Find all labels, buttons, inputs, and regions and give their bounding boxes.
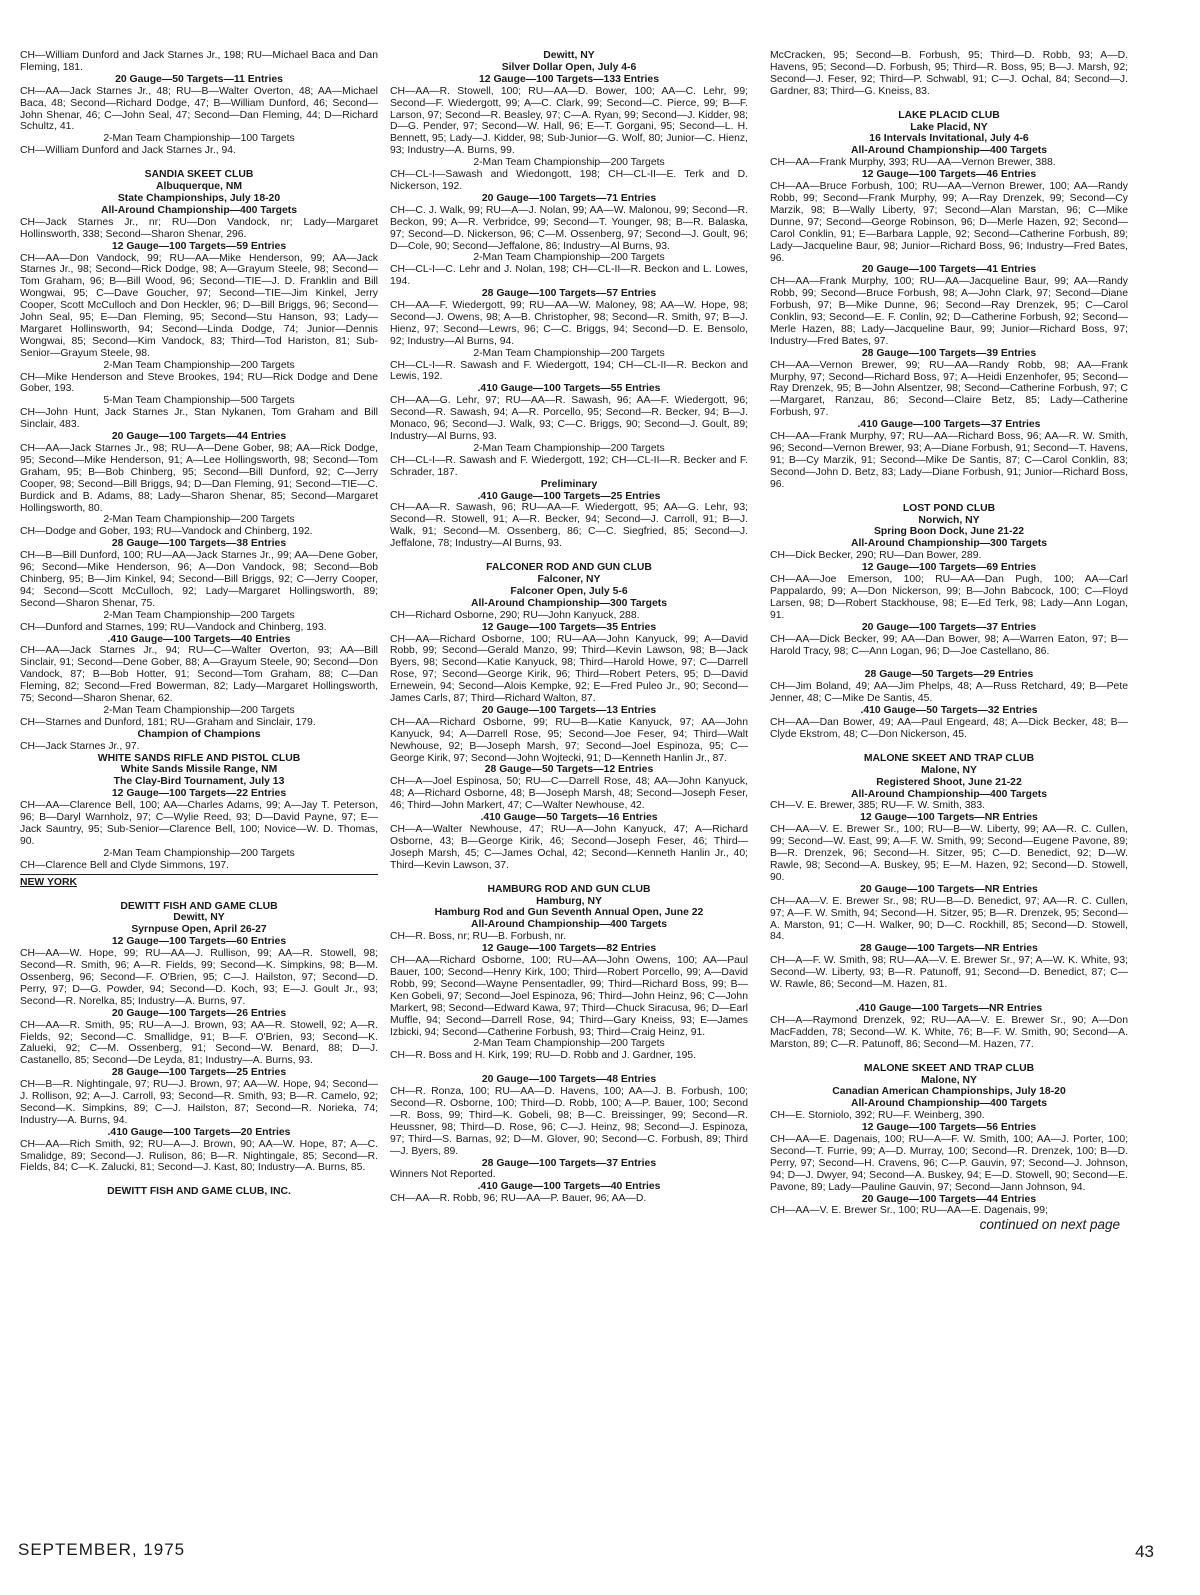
results-paragraph: CH—Jim Boland, 49; AA—Jim Phelps, 48; A—Russ Retchard, 49; B—Pete Jenner, 48; C—Mike De Santis, 45. [770, 681, 1128, 705]
event-heading: Dewitt, NY [173, 912, 225, 924]
results-paragraph: CH—AA—Jack Starnes Jr., 94; RU—C—Walter Overton, 93; AA—Bill Sinclair, 91; Second—Dene Gober, 88; A—Grayum Steele, 90; Second—Don Vandock, 87; B—Bob Hotter, 91; Second—Tom Graham, 88; C—Dan Fleming, 82; Second—Fred Bowerman, 82; Lady—Margaret Hollingsworth, 75; Second—Sharon Shenar, 62. [20, 645, 378, 705]
event-heading: FALCONER ROD AND GUN CLUB [486, 562, 652, 574]
results-paragraph: CH—AA—V. E. Brewer Sr., 100; RU—AA—E. Dagenais, 99; [770, 1205, 1048, 1217]
results-paragraph: CH—AA—V. E. Brewer Sr., 98; RU—B—D. Benedict, 97; AA—R. C. Cullen, 97; A—F. W. Smith, 94; Second—H. Sitzer, 95; B—R. Drenzek, 95; Second—A. Marston, 91; C—H. Walker, 90; D—C. Rockhill, 85; Second—D. Stowell, 84. [770, 895, 1128, 943]
event-heading: White Sands Missile Range, NM [120, 764, 278, 776]
column-left [20, 50, 378, 1198]
event-heading: 12 Gauge—100 Targets—46 Entries [861, 169, 1037, 181]
event-heading: Norwich, NY [918, 514, 980, 526]
results-paragraph: CH—AA—Jack Starnes Jr., 98; RU—A—Dene Gober, 98; AA—Rick Dodge, 95; Second—Mike Henderson, 91; A—Lee Hollingsworth, 98; Second—Tom Graham, 95; B—Bob Chinberg, 95; Second—Bill Dunford, 92; C—Jerry Cooper, 98; Second—Bill Briggs, 94; D—Dan Fleming, 91; Second—TIE—C. Burdick and B. Adams, 88; Lady—Sharon Shenar, 85; Second—Margaret Hollingsworth, 80. [20, 443, 378, 514]
results-paragraph: Winners Not Reported. [390, 1169, 496, 1181]
event-heading: .410 Gauge—100 Targets—20 Entries [107, 1126, 291, 1138]
event-heading: 20 Gauge—100 Targets—44 Entries [861, 1193, 1037, 1205]
results-paragraph: CH—A—Joel Espinosa, 50; RU—C—Darrell Rose, 48; AA—John Kanyuck, 48; A—Richard Osborne, 48; B—Joseph Marsh, 48; Second—Joseph Feser, 46; Third—John Markert, 47; C—Walter Newhouse, 42. [390, 776, 748, 812]
results-paragraph: CH—Jack Starnes Jr., nr; RU—Don Vandock, nr; Lady—Margaret Hollinsworth, 338; Second—Sharon Shenar, 296. [20, 216, 378, 240]
results-paragraph: CH—AA—Joe Emerson, 100; RU—AA—Dan Pugh, 100; AA—Carl Pappalardo, 99; A—Don Nickerson, 99; B—John Babcock, 100; C—Floyd Larsen, 98; D—Robert Stackhouse, 98; E—Ed Terk, 98; Lady—Ann Logan, 91. [770, 574, 1128, 621]
event-heading: Albuquerque, NM [155, 181, 242, 193]
event-heading: 12 Gauge—100 Targets—60 Entries [111, 936, 287, 948]
event-heading: .410 Gauge—100 Targets—55 Entries [477, 383, 661, 395]
event-heading: .410 Gauge—100 Targets—40 Entries [477, 1181, 661, 1193]
results-paragraph: CH—B—Bill Dunford, 100; RU—AA—Jack Starnes Jr., 99; AA—Dene Gober, 96; Second—Mike Henderson, 96; A—Don Vandock, 98; Second—Bob Chinberg, 95; B—Jim Kinkel, 94; Second—Bill Briggs, 92; C—Jerry Cooper, 94; Second—Scott McCulloch, 92; Lady—Margaret Hollingsworth, 89; Second—Sharon Shenar, 75. [20, 550, 378, 609]
event-heading: 28 Gauge—100 Targets—38 Entries [111, 538, 287, 550]
team-event-subheading: 2-Man Team Championship—200 Targets [473, 1038, 665, 1050]
event-heading: 20 Gauge—100 Targets—13 Entries [481, 704, 657, 716]
event-heading: Syrnpuse Open, April 26-27 [131, 924, 267, 936]
team-event-subheading: 2-Man Team Championship—200 Targets [103, 359, 295, 371]
event-heading: Preliminary [540, 478, 598, 490]
results-paragraph: CH—AA—R. Sawash, 96; RU—AA—F. Wiedergott, 95; AA—G. Lehr, 93; Second—R. Stowell, 91; A—R. Becker, 94; Second—J. Carroll, 91; B—J. Walk, 91; Second—M. Ossenberg, 86; C—C. Siegfried, 85; Second—J. Jeffalone, 78; Industry—Al Burns, 93. [390, 502, 748, 550]
event-heading: Hamburg Rod and Gun Seventh Annual Open, June 22 [434, 907, 704, 919]
event-heading: WHITE SANDS RIFLE AND PISTOL CLUB [97, 752, 301, 764]
event-heading: Spring Boon Dock, June 21-22 [873, 526, 1025, 538]
results-paragraph: CH—E. Storniolo, 392; RU—F. Weinberg, 390. [770, 1110, 985, 1122]
event-heading: MALONE SKEET AND TRAP CLUB [863, 752, 1035, 764]
team-event-subheading: 5-Man Team Championship—500 Targets [103, 395, 295, 407]
results-paragraph: CH—R. Boss, nr; RU—B. Forbush, nr. [390, 931, 567, 943]
results-paragraph: CH—A—F. W. Smith, 98; RU—AA—V. E. Brewer Sr., 97; A—W. K. White, 93; Second—W. Liberty, 93; B—R. Patunoff, 91; Second—D. Benedict, 87; C—W. Rawle, 86; Second—M. Hazen, 81. [770, 955, 1128, 991]
event-heading: .410 Gauge—100 Targets—NR Entries [855, 1002, 1043, 1014]
team-event-subheading: 2-Man Team Championship—100 Targets [103, 133, 295, 145]
event-heading: 12 Gauge—100 Targets—NR Entries [860, 812, 1038, 824]
page-number: 43 [1135, 1542, 1154, 1561]
results-paragraph: CH—Dunford and Starnes, 199; RU—Vandock and Chinberg, 193. [20, 621, 327, 633]
results-paragraph: CH—V. E. Brewer, 385; RU—F. W. Smith, 383. [770, 800, 986, 812]
event-heading: Hamburg, NY [536, 895, 602, 907]
event-heading: 12 Gauge—100 Targets—59 Entries [111, 240, 287, 252]
results-paragraph: CH—Richard Osborne, 290; RU—John Kanyuck, 288. [390, 609, 640, 621]
results-paragraph: CH—AA—Bruce Forbush, 100; RU—AA—Vernon Brewer, 100; AA—Randy Robb, 99; Second—Frank Murphy, 99; A—Ray Drenzek, 99; Second—Cy Marzik, 98; B—Wally Liberty, 97; Second—Alan Marstan, 96; C—Mike Dunne, 97; Second—George Robinson, 96; D—Merle Hazen, 92; Second—Carol Conklin, 91; E—Barbara Lapple, 92; Second—Catherine Forbush, 89; Lady—Jacqueline Baur, 98; Junior—Richard Boss, 96; Industry—Fred Bates, 96. [770, 181, 1128, 264]
event-heading: All-Around Championship—400 Targets [850, 788, 1048, 800]
results-paragraph: CH—Dick Becker, 290; RU—Dan Bower, 289. [770, 550, 982, 562]
results-paragraph: CH—AA—Jack Starnes Jr., 48; RU—B—Walter Overton, 48; AA—Michael Baca, 48; Second—Richard Dodge, 47; B—William Dunford, 46; Second—John Shenar, 46; C—John Seal, 47; Second—Dan Fleming, 44; D—Richard Schultz, 41. [20, 85, 378, 133]
results-paragraph: CH—AA—G. Lehr, 97; RU—AA—R. Sawash, 96; AA—F. Wiedergott, 96; Second—R. Sawash, 94; A—R. Porcello, 95; Second—R. Becker, 94; B—J. Monaco, 96; Second—J. Walk, 93; C—C. Briggs, 90; Second—J. Goult, 89; Industry—Al Burns, 93. [390, 395, 748, 442]
event-heading: Falconer Open, July 5-6 [510, 585, 628, 597]
results-paragraph: CH—AA—Don Vandock, 99; RU—AA—Mike Henderson, 99; AA—Jack Starnes Jr., 98; Second—Rick Dodge, 98; A—Grayum Steele, 98; Second—Tom Graham, 96; B—Bill Wood, 96; Second—TIE—J. D. Franklin and Bill Wongwai, 95; C—Dave Goucher, 97; Second—TIE—Jim Kinkel, Jerry Cooper, Scott McCulloch and Don Heckler, 96; D—Bill Briggs, 96; Second—John Seal, 95; E—Dan Fleming, 95; Second—Stu Hanson, 93; Lady—Margaret Hollinsworth, 94; Second—Linda Dodge, 74; Junior—Dennis Wongwai, 85; Second—Kim Vandock, 83; Third—Tod Hariston, 81; Sub-Senior—Grayum Steele, 98. [20, 252, 378, 359]
results-paragraph: CH—B—R. Nightingale, 97; RU—J. Brown, 97; AA—W. Hope, 94; Second—J. Rollison, 92; A—J. Carroll, 93; Second—R. Smith, 93; B—R. Camelo, 92; Second—K. Simpkins, 89; C—J. Hailston, 87; Second—R. Norieka, 74; Industry—A. Burns, 94. [20, 1079, 378, 1126]
event-heading: LOST POND CLUB [902, 502, 996, 514]
event-heading: Malone, NY [920, 1074, 977, 1086]
event-heading: 28 Gauge—100 Targets—NR Entries [860, 943, 1038, 955]
event-heading: State Championships, July 18-20 [117, 192, 281, 204]
results-paragraph: CH—William Dunford and Jack Starnes Jr., 94. [20, 145, 236, 157]
event-heading: 12 Gauge—100 Targets—35 Entries [481, 621, 657, 633]
event-heading: .410 Gauge—50 Targets—16 Entries [480, 812, 658, 824]
event-heading: 16 Intervals Invitational, July 4-6 [869, 133, 1029, 145]
team-event-subheading: 2-Man Team Championship—200 Targets [473, 442, 665, 454]
team-event-subheading: 2-Man Team Championship—200 Targets [103, 609, 295, 621]
event-heading: 20 Gauge—100 Targets—37 Entries [861, 621, 1037, 633]
event-heading: Champion of Champions [137, 728, 261, 740]
event-heading: 12 Gauge—100 Targets—82 Entries [481, 943, 657, 955]
results-paragraph: CH—Dodge and Gober, 193; RU—Vandock and Chinberg, 192. [20, 526, 313, 538]
results-paragraph: CH—AA—Dan Bower, 49; AA—Paul Engeard, 48; A—Dick Becker, 48; B—Clyde Ekstrom, 48; C—Don Nickerson, 45. [770, 717, 1128, 740]
event-heading: All-Around Championship—400 Targets [100, 204, 298, 216]
event-heading: 12 Gauge—100 Targets—22 Entries [111, 788, 287, 800]
results-paragraph: CH—AA—Vernon Brewer, 99; RU—AA—Randy Robb, 98; AA—Frank Murphy, 97; Second—Richard Boss, 97; A—Heidi Enzenhofer, 95; Second—Ray Drenzek, 95; B—John Alsentzer, 98; Second—Catherine Forbush, 97; C—Margaret, Ranzau, 86; Second—Claire Betz, 85; Lady—Catherine Forbush, 97. [770, 359, 1128, 419]
event-heading: All-Around Championship—300 Targets [850, 538, 1048, 550]
results-paragraph: CH—Jack Starnes Jr., 97. [20, 740, 140, 752]
event-heading: Registered Shoot, June 21-22 [876, 776, 1022, 788]
team-event-subheading: 2-Man Team Championship—200 Targets [473, 157, 665, 169]
event-heading: 20 Gauge—100 Targets—26 Entries [111, 1007, 287, 1019]
results-paragraph: CH—AA—F. Wiedergott, 99; RU—AA—W. Maloney, 98; AA—W. Hope, 98; Second—J. Owens, 98; A—B. Christopher, 98; Second—R. Smith, 97; B—J. Hienz, 97; Second—Lewrs, 96; C—C. Briggs, 94; Second—D. E. Bensolo, 92; Industry—Al Burns, 94. [390, 300, 748, 347]
results-paragraph: CH—AA—V. E. Brewer Sr., 100; RU—B—W. Liberty, 99; AA—R. C. Cullen, 99; Second—W. East, 99; A—F. W. Smith, 99; Second—Eugene Pavone, 89; B—R. Drenzek, 96; Second—H. Sitzer, 95; C—D. Benedict, 92; D—W. Rawle, 98; Second—A. Buskey, 95; E—M. Hazen, 92; Second—D. Stowell, 90. [770, 824, 1128, 883]
results-paragraph: CH—CL-I—R. Sawash and F. Wiedergott, 194; CH—CL-II—R. Beckon and Lewis, 192. [390, 359, 748, 383]
event-heading: All-Around Championship—400 Targets [850, 145, 1048, 157]
event-heading: .410 Gauge—100 Targets—40 Entries [107, 633, 291, 645]
results-paragraph: CH—R. Ronza, 100; RU—AA—D. Havens, 100; AA—J. B. Forbush, 100; Second—R. Osborne, 100; Third—D. Robb, 100; A—P. Bauer, 100; Second—R. Boss, 99; Third—K. Gobeli, 98; B—C. Breissinger, 99; Second—R. Heussner, 98; Third—D. Rose, 96; C—J. Heinz, 98; Second—J. Espinoza, 97; Third—S. Barnas, 92; D—M. Glover, 90; Second—C. Forbush, 89; Third—J. Byers, 89. [390, 1086, 748, 1157]
team-event-subheading: 2-Man Team Championship—200 Targets [473, 347, 665, 359]
event-heading: The Clay-Bird Tournament, July 13 [113, 776, 285, 788]
event-heading: SANDIA SKEET CLUB [144, 169, 254, 181]
column-right [770, 50, 1128, 1231]
event-heading: 20 Gauge—100 Targets—71 Entries [481, 192, 657, 204]
event-heading: Silver Dollar Open, July 4-6 [501, 61, 637, 73]
issue-date: SEPTEMBER, 1975 [18, 1540, 186, 1559]
results-paragraph: CH—AA—R. Smith, 95; RU—A—J. Brown, 93; AA—R. Stowell, 92; A—R. Fields, 92; Second—C. Smallidge, 91; B—F. O'Brien, 93; Second—K. Zalueki, 92; C—M. Ossenberg, 91; Second—W. Benard, 88; D—J. Castanello, 85; Second—De Leyda, 81; Industry—A. Burns, 93. [20, 1019, 378, 1067]
results-paragraph: CH—Mike Henderson and Steve Brookes, 194; RU—Rick Dodge and Dene Gober, 193. [20, 371, 378, 395]
results-paragraph: CH—William Dunford and Jack Starnes Jr., 198; RU—Michael Baca and Dan Fleming, 181. [20, 50, 378, 73]
results-paragraph: CH—AA—Frank Murphy, 393; RU—AA—Vernon Brewer, 388. [770, 157, 1056, 169]
event-heading: DEWITT FISH AND GAME CLUB, INC. [107, 1186, 291, 1198]
event-heading: 12 Gauge—100 Targets—69 Entries [861, 562, 1037, 574]
event-heading: Lake Placid, NY [910, 121, 988, 133]
event-heading: MALONE SKEET AND TRAP CLUB [863, 1062, 1035, 1074]
event-heading: All-Around Championship—400 Targets [470, 919, 668, 931]
event-heading: Dewitt, NY [543, 50, 595, 61]
results-paragraph: CH—Starnes and Dunford, 181; RU—Graham and Sinclair, 179. [20, 716, 316, 728]
results-paragraph: CH—AA—Frank Murphy, 100; RU—AA—Jacqueline Baur, 99; AA—Randy Robb, 99; Second—Bruce Forbush, 98; A—John Clark, 97; Second—Diane Forbush, 97; B—Mike Dunne, 96; Second—Ray Drenzek, 95; C—Carol Conklin, 93; Second—E. F. Conlin, 92; D—Catherine Forbush, 92; Second—Merle Hazen, 88; Lady—Jacqueline Baur, 99; Junior—Richard Boss, 97; Industry—Fred Bates, 97. [770, 276, 1128, 347]
results-paragraph: CH—AA—R. Robb, 96; RU—AA—P. Bauer, 96; AA—D. [390, 1193, 647, 1205]
event-heading: 28 Gauge—100 Targets—57 Entries [481, 288, 657, 300]
results-paragraph: CH—A—Raymond Drenzek, 92; RU—AA—V. E. Brewer Sr., 90; A—Don MacFadden, 78; Second—W. K. White, 76; B—F. W. Smith, 90; Second—A. Marston, 89; C—R. Patunoff, 86; Second—M. Hazen, 77. [770, 1014, 1128, 1050]
event-heading: LAKE PLACID CLUB [898, 109, 1000, 121]
results-paragraph: CH—John Hunt, Jack Starnes Jr., Stan Nykanen, Tom Graham and Bill Sinclair, 483. [20, 407, 378, 431]
event-heading: .410 Gauge—50 Targets—32 Entries [860, 705, 1038, 717]
event-heading: 28 Gauge—100 Targets—37 Entries [481, 1157, 657, 1169]
results-paragraph: CH—CL-I—R. Sawash and F. Wiedergott, 192; CH—CL-II—R. Becker and F. Schrader, 187. [390, 454, 748, 478]
event-heading: All-Around Championship—400 Targets [850, 1098, 1048, 1110]
results-paragraph: McCracken, 95; Second—B. Forbush, 95; Third—D. Robb, 93; A—D. Havens, 95; Second—D. Forbush, 95; Third—R. Boss, 95; B—J. Marsh, 92; Second—J. Feser, 92; Third—P. Schwabl, 91; C—J. Ochal, 84; Second—J. Gardner, 83; Third—G. Kneiss, 83. [770, 50, 1128, 97]
results-paragraph: CH—AA—Frank Murphy, 97; RU—AA—Richard Boss, 96; AA—R. W. Smith, 96; Second—Vernon Brewer, 93; A—Diane Forbush, 91; Second—T. Havens, 91; B—Cy Marzik, 91; Second—Mike De Santis, 87; C—Carol Conklin, 83; Second—John D. Betz, 83; Lady—Diane Forbush, 91; Junior—Richard Boss, 96. [770, 431, 1128, 490]
event-heading: HAMBURG ROD AND GUN CLUB [487, 883, 651, 895]
team-event-subheading: 2-Man Team Championship—200 Targets [473, 252, 665, 264]
team-event-subheading: 2-Man Team Championship—200 Targets [103, 704, 295, 716]
results-paragraph: CH—AA—Rich Smith, 92; RU—A—J. Brown, 90; AA—W. Hope, 87; A—C. Smalidge, 89; Second—J. Rulison, 86; B—R. Nightingale, 85; Second—R. Fields, 84; C—K. Zalucki, 81; Second—J. Kast, 80; Industry—A. Burns, 85. [20, 1138, 378, 1174]
results-paragraph: CH—AA—E. Dagenais, 100; RU—A—F. W. Smith, 100; AA—J. Porter, 100; Second—T. Furrie, 99; A—D. Murray, 100; Second—R. Drenzek, 100; B—D. Perry, 97; Second—H. Cravens, 96; C—P. Gauvin, 97; Second—J. Johnson, 94; D—J. Dwyer, 94; Second—A. Buskey, 94; E—D. Stowell, 90; Second—E. Pavone, 89; Lady—Pauline Gauvin, 97; Second—Jann Johnson, 94. [770, 1134, 1128, 1193]
results-paragraph: CH—AA—Richard Osborne, 100; RU—AA—John Owens, 100; AA—Paul Bauer, 100; Second—Henry Kirk, 100; Third—Robert Porcello, 99; A—David Robb, 99; Second—Wayne Pensentadler, 99; Third—Richard Boss, 99; B—Ken Gobeli, 97; Second—Joel Espinoza, 96; Third—John Heinz, 96; C—John Markert, 98; Second—Edward Kawa, 97; Third—Chuck Siracusa, 96; D—Earl Muffle, 94; Second—Darrell Rose, 94; Third—Gary Kneiss, 93; E—James Izbicki, 94; Second—Catherine Forbush, 93; Third—Craig Heinz, 91. [390, 955, 748, 1038]
event-heading: .410 Gauge—100 Targets—37 Entries [857, 419, 1041, 431]
section-divider [20, 874, 378, 875]
team-event-subheading: 2-Man Team Championship—200 Targets [103, 847, 295, 859]
event-heading: DEWITT FISH AND GAME CLUB [120, 900, 278, 912]
results-paragraph: CH—CL-I—Sawash and Wiedongott, 198; CH—CL-II—E. Terk and D. Nickerson, 192. [390, 169, 748, 192]
event-heading: 20 Gauge—100 Targets—44 Entries [111, 431, 287, 443]
results-paragraph: CH—AA—W. Hope, 99; RU—AA—J. Rullison, 99; AA—R. Stowell, 98; Second—R. Smith, 96; A—R. Fields, 99; Second—K. Simpkins, 98; B—M. Ossenberg, 96; Second—F. O'Brien, 95; C—J. Hailston, 97; Second—D. Perry, 97; D—G. Powder, 94; Second—D. Koch, 93; E—J. Goult Jr., 93; Second—R. Norelka, 85; Industry—A. Burns, 97. [20, 948, 378, 1007]
event-heading: 12 Gauge—100 Targets—133 Entries [479, 73, 659, 85]
column-middle [390, 50, 748, 1205]
event-heading: 28 Gauge—50 Targets—29 Entries [864, 669, 1034, 681]
results-paragraph: CH—AA—Richard Osborne, 100; RU—AA—John Kanyuck, 99; A—David Robb, 99; Second—Gerald Manzo, 99; Third—Kevin Lawson, 98; B—Jack Byers, 98; Second—Katie Kanyuck, 98; Third—Harold Howe, 97; C—Darrell Rose, 97; Second—George Kirik, 96; Third—Robert Peters, 95; D—David Ernewein, 94; Second—Alois Kempke, 92; E—Fred Puleo Jr., 90; Second—James Carls, 87; Third—Richard Walton, 87. [390, 633, 748, 705]
team-event-subheading: 2-Man Team Championship—200 Targets [103, 514, 295, 526]
results-paragraph: CH—AA—Richard Osborne, 99; RU—B—Katie Kanyuck, 97; AA—John Kanyuck, 94; A—Darrell Rose, 95; Second—Joe Feser, 94; Third—Walt Newhouse, 92; B—Joseph Marsh, 97; Second—Joel Espinoza, 95; C—George Kirik, 97; Second—John Wojtecki, 91; D—Kenneth Hanlin Jr., 87. [390, 716, 748, 764]
results-paragraph: CH—AA—R. Stowell, 100; RU—AA—D. Bower, 100; AA—C. Lehr, 99; Second—F. Wiedergott, 99; A—C. Clark, 99; Second—C. Pierce, 99; B—F. Larson, 97; Second—R. Beasley, 97; C—A. Ryan, 99; Second—J. Kidder, 98; D—G. Pender, 97; Second—W. Hall, 96; E—T. Gorgani, 95; Second—L. H. Bennett, 95; Lady—J. Kidder, 98; Sub-Junior—G. Wolf, 80; Junior—C. Hienz, 93; Industry—A. Burns, 99. [390, 85, 748, 157]
results-paragraph: CH—R. Boss and H. Kirk, 199; RU—D. Robb and J. Gardner, 195. [390, 1050, 697, 1062]
event-heading: 28 Gauge—100 Targets—25 Entries [111, 1067, 287, 1079]
event-heading: 20 Gauge—100 Targets—48 Entries [481, 1074, 657, 1086]
event-heading: 12 Gauge—100 Targets—56 Entries [861, 1122, 1037, 1134]
results-paragraph: CH—Clarence Bell and Clyde Simmons, 197. [20, 859, 230, 871]
results-paragraph: CH—AA—Dick Becker, 99; AA—Dan Bower, 98; A—Warren Eaton, 97; B—Harold Tracy, 98; C—Ann Logan, 96; D—Joe Castellano, 86. [770, 633, 1128, 657]
event-heading: All-Around Championship—300 Targets [470, 597, 668, 609]
event-heading: 20 Gauge—100 Targets—NR Entries [860, 883, 1038, 895]
event-heading: 28 Gauge—100 Targets—39 Entries [861, 347, 1037, 359]
results-paragraph: CH—AA—Clarence Bell, 100; AA—Charles Adams, 99; A—Jay T. Peterson, 96; B—Daryl Warnholz, 97; C—Wylie Reed, 93; D—David Payne, 97; E—Jack Sauntry, 95; Sub-Senior—Clarence Bell, 100; Novice—W. D. Thomas, 90. [20, 800, 378, 847]
results-paragraph: CH—C. J. Walk, 99; RU—A—J. Nolan, 99; AA—W. Malonou, 99; Second—R. Beckon, 99; A—R. Verbridce, 99; Second—T. Younger, 98; B—R. Balaska, 97; Second—D. Nickerson, 96; C—M. Ossenberg, 97; Second—J. Goult, 96; D—Cole, 90; Second—Jeffalone, 86; Industry—Al Burns, 93. [390, 204, 748, 252]
event-heading: 20 Gauge—100 Targets—41 Entries [861, 264, 1037, 276]
continued-note: continued on next page [979, 1217, 1120, 1233]
event-heading: Canadian American Championships, July 18-20 [832, 1086, 1066, 1098]
results-paragraph: CH—A—Walter Newhouse, 47; RU—A—John Kanyuck, 47; A—Richard Osborne, 43; B—George Kirik, 46; Second—Joseph Feser, 46; Third—Joseph Marsh, 45; C—James Ochal, 42; Second—Kenneth Hanlin Jr., 40; Third—Kevin Lawson, 37. [390, 824, 748, 871]
event-heading: 28 Gauge—50 Targets—12 Entries [484, 764, 654, 776]
event-heading: .410 Gauge—100 Targets—25 Entries [477, 490, 661, 502]
event-heading: 20 Gauge—50 Targets—11 Entries [115, 73, 283, 85]
state-section-heading: NEW YORK [20, 876, 77, 888]
event-heading: Falconer, NY [537, 573, 601, 585]
results-paragraph: CH—CL-I—C. Lehr and J. Nolan, 198; CH—CL-II—R. Beckon and L. Lowes, 194. [390, 264, 748, 288]
event-heading: Malone, NY [920, 764, 977, 776]
